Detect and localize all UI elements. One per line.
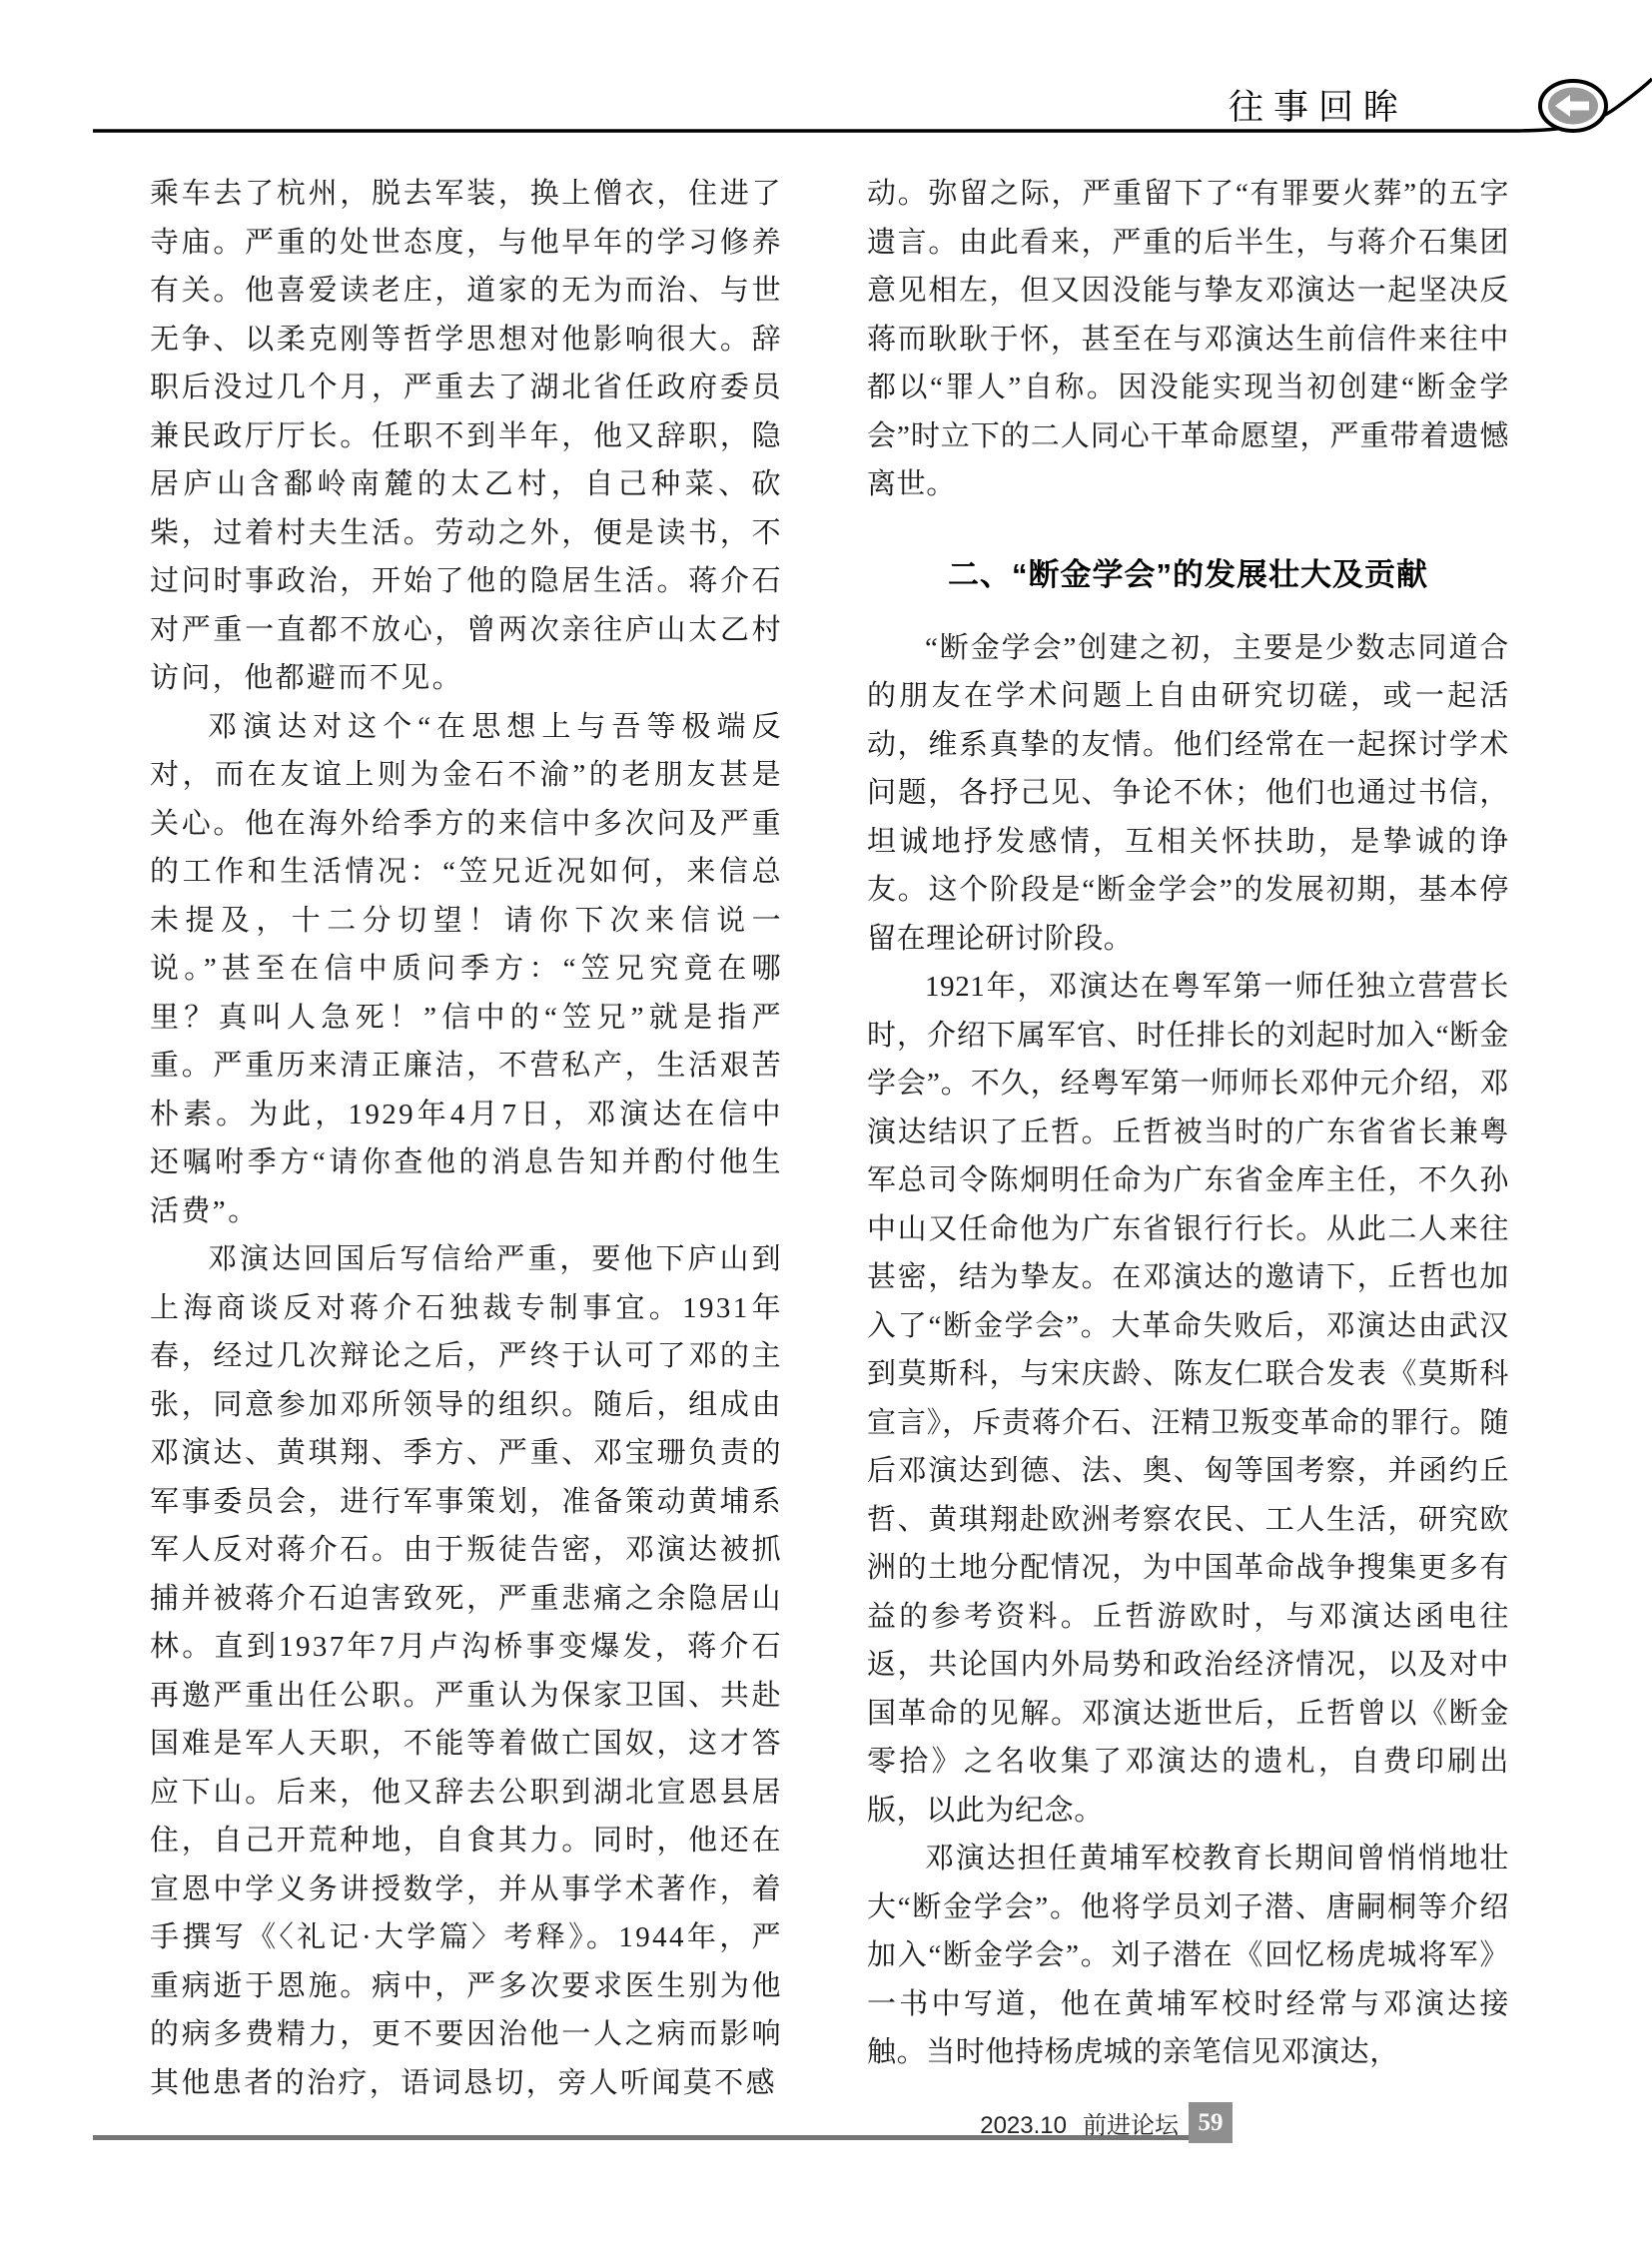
paragraph: 1921年，邓演达在粤军第一师任独立营营长时，介绍下属军官、时任排长的刘起时加入“断金学会”。不久，经粤军第一师师长邓仲元介绍，邓演达结识了丘哲。丘哲被当时的广东省省长兼粤军总司令陈炯明任命为广东省金库主任，不久孙中山又任命他为广东省银行行长。从此二人来往甚密，结为挚友。在邓演达的邀请下，丘哲也加入了“断金学会”。大革命失败后，邓演达由武汉到莫斯科，与宋庆龄、陈友仁联合发表《莫斯科宣言》，斥责蒋介石、汪精卫叛变革命的罪行。随后邓演达到德、法、奥、匈等国考察，并函约丘哲、黄琪翔赴欧洲考察农民、工人生活，研究欧洲的土地分配情况，为中国革命战争搜集更多有益的参考资料。丘哲游欧时，与邓演达函电往返，共论国内外局势和政治经济情况，以及对中国革命的见解。邓演达逝世后，丘哲曾以《断金零拾》之名收集了邓演达的遗札，自费印刷出版，以此为纪念。 (867, 971, 1509, 1827)
paragraph: 邓演达对这个“在思想上与吾等极端反对，而在友谊上则为金石不渝”的老朋友甚是关心。他在海外给季方的来信中多次问及严重的工作和生活情况：“笠兄近况如何，来信总未提及，十二分切望！请你下次来信说一说。”甚至在信中质问季方：“笠兄究竟在哪里？真叫人急死！”信中的“笠兄”就是指严重。严重历来清正廉洁，不营私产，生活艰苦朴素。为此，1929年4月7日，邓演达在信中还嘱咐季方“请你查他的消息告知并酌付他生活费”。 (150, 710, 783, 1227)
footer-journal-name: 前进论坛 (1083, 2112, 1179, 2139)
right-column (867, 170, 1509, 2077)
paragraph: 邓演达回国后写信给严重，要他下庐山到上海商谈反对蒋介石独裁专制事宜。1931年春，经过几次辩论之后，严终于认可了邓的主张，同意参加邓所领导的组织。随后，组成由邓演达、黄琪翔、季方、严重、邓宝珊负责的军事委员会，进行军事策划，准备策动黄埔系军人反对蒋介石。由于叛徒告密，邓演达被抓捕并被蒋介石迫害致死，严重悲痛之余隐居山林。直到1937年7月卢沟桥事变爆发，蒋介石再邀严重出任公职。严重认为保家卫国、共赴国难是军人天职，不能等着做亡国奴，这才答应下山。后来，他又辞去公职到湖北宣恩县居住，自己开荒种地，自食其力。同时，他还在宣恩中学义务讲授数学，并从事学术著作，着手撰写《〈礼记·大学篇〉考释》。1944年，严重病逝于恩施。病中，严多次要求医生别为他的病多费精力，更不要因治他一人之病而影响其他患者的治疗，语词恳切，旁人听闻莫不感 (150, 1243, 783, 2099)
paragraph: 邓演达担任黄埔军校教育长期间曾悄悄地壮大“断金学会”。他将学员刘子潜、唐嗣桐等介绍加入“断金学会”。刘子潜在《回忆杨虎城将军》一书中写道，他在黄埔军校时经常与邓演达接触。当时他持杨虎城的亲笔信见邓演达， (867, 1843, 1509, 2068)
section-title: 往事回眸 (1228, 88, 1408, 127)
footer-text (980, 2105, 1179, 2140)
left-column (150, 170, 783, 2107)
page-number-badge: 59 (1189, 2102, 1233, 2143)
paragraph-continuation: 乘车去了杭州，脱去军装，换上僧衣，住进了寺庙。严重的处世态度，与他早年的学习修养有关。他喜爱读老庄，道家的无为而治、与世无争、以柔克刚等哲学思想对他影响很大。辞职后没过几个月，严重去了湖北省任政府委员兼民政厅厅长。任职不到半年，他又辞职，隐居庐山含鄱岭南麓的太乙村，自己种菜、砍柴，过着村夫生活。劳动之外，便是读书，不过问时事政治，开始了他的隐居生活。蒋介石对严重一直都不放心，曾两次亲往庐山太乙村访问，他都避而不见。 (150, 178, 783, 694)
section-heading: 二、“断金学会”的发展壮大及贡献 (948, 556, 1428, 592)
paragraph: “断金学会”创建之初，主要是少数志同道合的朋友在学术问题上自由研究切磋，或一起活动，维系真挚的友情。他们经常在一起探讨学术问题，各抒己见、争论不休；他们也通过书信，坦诚地抒发感情，互相关怀扶助，是挚诚的诤友。这个阶段是“断金学会”的发展初期，基本停留在理论研讨阶段。 (867, 631, 1509, 955)
footer-issue: 2023.10 (980, 2112, 1067, 2139)
back-arrow-icon (1536, 78, 1616, 136)
paragraph-continuation: 动。弥留之际，严重留下了“有罪要火葬”的五字遗言。由此看来，严重的后半生，与蒋介石集团意见相左，但又因没能与挚友邓演达一起坚决反蒋而耿耿于怀，甚至在与邓演达生前信件来往中都以“罪人”自称。因没能实现当初创建“断金学会”时立下的二人同心干革命愿望，严重带着遗憾离世。 (867, 178, 1509, 500)
